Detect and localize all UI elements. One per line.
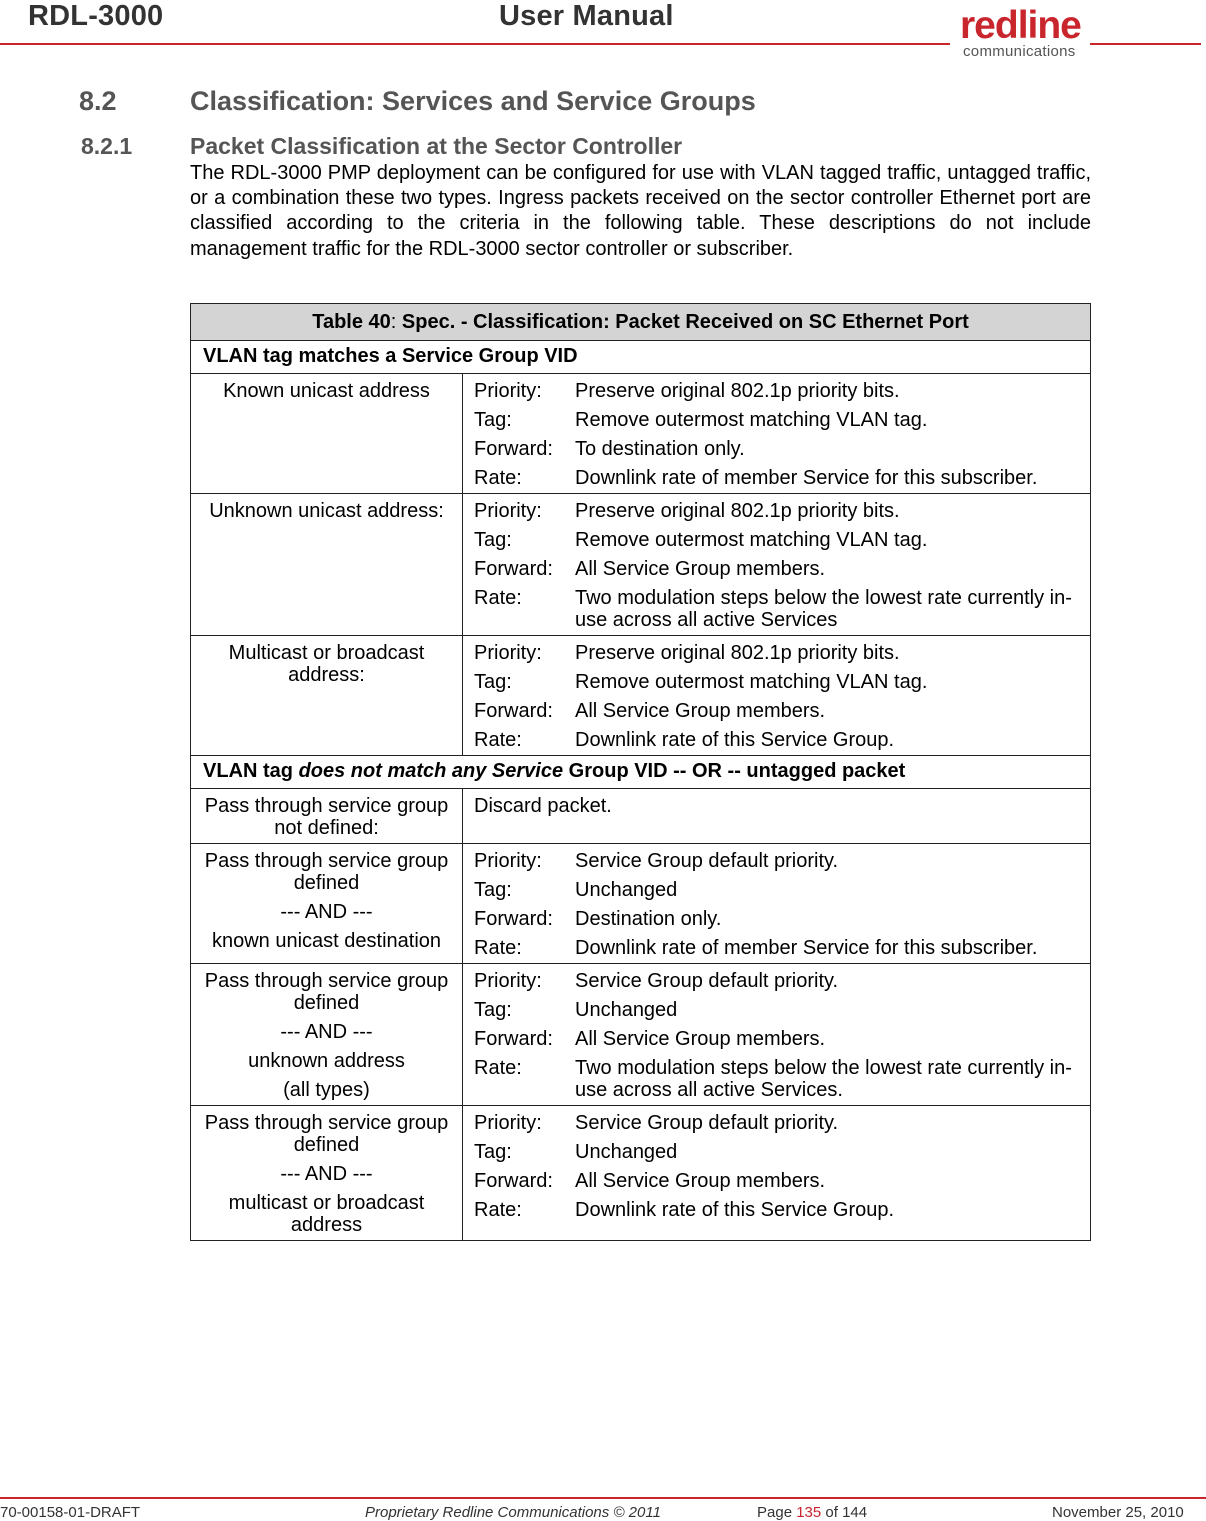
header-rule-right: [1090, 43, 1201, 45]
rule-value: Two modulation steps below the lowest rate currently in-use across all active Services: [575, 587, 1072, 631]
rule-label: Forward:: [474, 438, 553, 460]
subsection-number: 8.2.1: [81, 133, 133, 159]
rule-value: Remove outermost matching VLAN tag.: [575, 671, 928, 693]
footer-doc-id: 70-00158-01-DRAFT: [0, 1504, 141, 1521]
table-title: Spec. - Classification: Packet Received on SC Ethernet Port: [401, 311, 969, 333]
rule-line: [474, 587, 1082, 631]
rule-label: Tag:: [474, 1141, 512, 1163]
action-cell: [463, 636, 1091, 756]
criteria-line: Known unicast address: [223, 380, 430, 402]
rule-value: Downlink rate of member Service for this subscriber.: [575, 467, 1038, 489]
criteria-cell: [191, 1106, 463, 1241]
rule-label: Forward:: [474, 1170, 553, 1192]
rule-value: Downlink rate of member Service for this subscriber.: [575, 937, 1038, 959]
rule-value: All Service Group members.: [575, 700, 826, 722]
rule-line: [474, 970, 1082, 992]
action-cell: [463, 844, 1091, 964]
rule-value: Preserve original 802.1p priority bits.: [575, 500, 900, 522]
redline-logo: [960, 4, 1086, 60]
rule-label: Priority:: [474, 500, 542, 522]
section-title: Classification: Services and Service Groups: [190, 86, 756, 116]
criteria-line: --- AND ---: [280, 901, 373, 923]
rule-line: [474, 937, 1082, 959]
criteria-line: Unknown unicast address:: [209, 500, 444, 522]
rule-line: [474, 1141, 1082, 1163]
rule-line: [474, 1057, 1082, 1101]
table-row: [191, 1106, 1091, 1241]
rule-value: All Service Group members.: [575, 1170, 826, 1192]
rule-value: All Service Group members.: [575, 558, 826, 580]
rule-line: [474, 558, 1082, 580]
table-number: Table 40: [312, 311, 391, 333]
action-cell: [463, 964, 1091, 1106]
rule-label: Tag:: [474, 529, 512, 551]
rule-value: Service Group default priority.: [575, 850, 839, 872]
rule-label: Forward:: [474, 558, 553, 580]
footer-rule: [0, 1497, 1206, 1499]
table-caption: [191, 304, 1091, 341]
subsection-title: Packet Classification at the Sector Controller: [190, 133, 683, 159]
rule-label: Priority:: [474, 850, 542, 872]
rule-value: Downlink rate of this Service Group.: [575, 729, 895, 751]
page-prefix: Page: [757, 1504, 797, 1521]
rule-line: [474, 879, 1082, 901]
criteria-line: Pass through service group defined: [204, 970, 449, 1014]
table-row: [191, 636, 1091, 756]
group2-italic: does not match any Service: [298, 760, 564, 782]
rule-label: Priority:: [474, 380, 542, 402]
rule-line: [474, 850, 1082, 872]
rule-label: Tag:: [474, 671, 512, 693]
rule-line: [474, 1199, 1082, 1221]
classification-table: [190, 303, 1091, 1241]
rule-value: Destination only.: [575, 908, 722, 930]
group-row: [191, 341, 1091, 374]
rule-line: [474, 1028, 1082, 1050]
rule-value: Downlink rate of this Service Group.: [575, 1199, 895, 1221]
rule-value: Unchanged: [575, 999, 678, 1021]
rule-label: Rate:: [474, 1057, 522, 1079]
group2-post: Group VID -- OR -- untagged packet: [563, 760, 906, 782]
criteria-cell: [191, 636, 463, 756]
footer-page: [757, 1504, 867, 1521]
rule-line: [474, 467, 1082, 489]
criteria-line: (all types): [283, 1079, 370, 1101]
group-row: [191, 756, 1091, 789]
rule-line: [474, 729, 1082, 751]
rule-line: [474, 1170, 1082, 1192]
rule-label: Rate:: [474, 1199, 522, 1221]
document-title: RDL-3000: [28, 0, 164, 32]
rule-line: [474, 642, 1082, 664]
criteria-line: Pass through service group not defined:: [204, 795, 449, 839]
rule-label: Priority:: [474, 970, 542, 992]
rule-label: Rate:: [474, 467, 522, 489]
rule-label: Forward:: [474, 700, 553, 722]
rule-line: [474, 380, 1082, 402]
criteria-line: Multicast or broadcast address:: [228, 642, 425, 686]
footer-copyright: Proprietary Redline Communications © 2011: [365, 1504, 661, 1521]
table-row: [191, 789, 1091, 844]
rule-line: [474, 999, 1082, 1021]
table-row: [191, 844, 1091, 964]
header-rule-left: [0, 43, 950, 45]
rule-line: [474, 700, 1082, 722]
criteria-line: Pass through service group defined: [204, 1112, 449, 1156]
table-row: [191, 964, 1091, 1106]
rule-line: [474, 529, 1082, 551]
rule-label: Forward:: [474, 1028, 553, 1050]
rule-value: Remove outermost matching VLAN tag.: [575, 409, 928, 431]
manual-label: User Manual: [499, 0, 674, 32]
rule-line: [474, 500, 1082, 522]
rule-value: Service Group default priority.: [575, 1112, 839, 1134]
criteria-line: Pass through service group defined: [204, 850, 449, 894]
rule-label: Forward:: [474, 908, 553, 930]
page-total: 144: [842, 1504, 868, 1521]
group2-pre: VLAN tag: [203, 760, 299, 782]
table-row: [191, 494, 1091, 636]
rule-line: [474, 409, 1082, 431]
rule-line: [474, 1112, 1082, 1134]
rule-value: Unchanged: [575, 1141, 678, 1163]
rule-label: Rate:: [474, 937, 522, 959]
criteria-cell: [191, 789, 463, 844]
criteria-cell: [191, 494, 463, 636]
rule-label: Priority:: [474, 642, 542, 664]
rule-label: Priority:: [474, 1112, 542, 1134]
criteria-line: --- AND ---: [280, 1021, 373, 1043]
rule-value: Unchanged: [575, 879, 678, 901]
criteria-cell: [191, 374, 463, 494]
caption-separator: :: [390, 311, 402, 333]
criteria-cell: [191, 844, 463, 964]
logo-subtitle: communications: [963, 43, 1076, 60]
page-number: 135: [796, 1504, 822, 1521]
rule-value: Preserve original 802.1p priority bits.: [575, 642, 900, 664]
page-of: of: [821, 1504, 843, 1521]
criteria-line: multicast or broadcast address: [228, 1192, 425, 1236]
logo-word: redline: [960, 4, 1081, 47]
action-cell: [463, 1106, 1091, 1241]
rule-label: Rate:: [474, 587, 522, 609]
criteria-line: unknown address: [248, 1050, 405, 1072]
criteria-cell: [191, 964, 463, 1106]
action-cell: [463, 374, 1091, 494]
rule-value: Service Group default priority.: [575, 970, 839, 992]
criteria-line: known unicast destination: [211, 930, 442, 952]
rule-value: Preserve original 802.1p priority bits.: [575, 380, 900, 402]
intro-paragraph: The RDL-3000 PMP deployment can be configured for use with VLAN tagged traffic, untagged traffic, or a combination these two types. Ingress packets received on the sector controller Ethernet port are classified according to the criteria in the following table. These descriptions do not include management traffic for the RDL-3000 sector controller or subscriber.: [190, 162, 1091, 260]
rule-label: Rate:: [474, 729, 522, 751]
action-cell: [463, 494, 1091, 636]
group-heading: VLAN tag matches a Service Group VID: [191, 341, 1091, 374]
rule-label: Tag:: [474, 879, 512, 901]
rule-value: To destination only.: [575, 438, 745, 460]
rule-label: Tag:: [474, 999, 512, 1021]
rule-value: All Service Group members.: [575, 1028, 826, 1050]
group-heading: [191, 756, 1091, 789]
table-row: [191, 374, 1091, 494]
rule-label: Tag:: [474, 409, 512, 431]
rule-line: [474, 438, 1082, 460]
section-number: 8.2: [79, 86, 117, 116]
rule-line: [474, 671, 1082, 693]
rule-value: Remove outermost matching VLAN tag.: [575, 529, 928, 551]
rule-value: Two modulation steps below the lowest rate currently in-use across all active Services.: [575, 1057, 1072, 1101]
criteria-line: --- AND ---: [280, 1163, 373, 1185]
rule-line: [474, 908, 1082, 930]
footer-date: November 25, 2010: [1052, 1504, 1184, 1521]
action-text: Discard packet.: [474, 795, 612, 817]
action-cell: [463, 789, 1091, 844]
